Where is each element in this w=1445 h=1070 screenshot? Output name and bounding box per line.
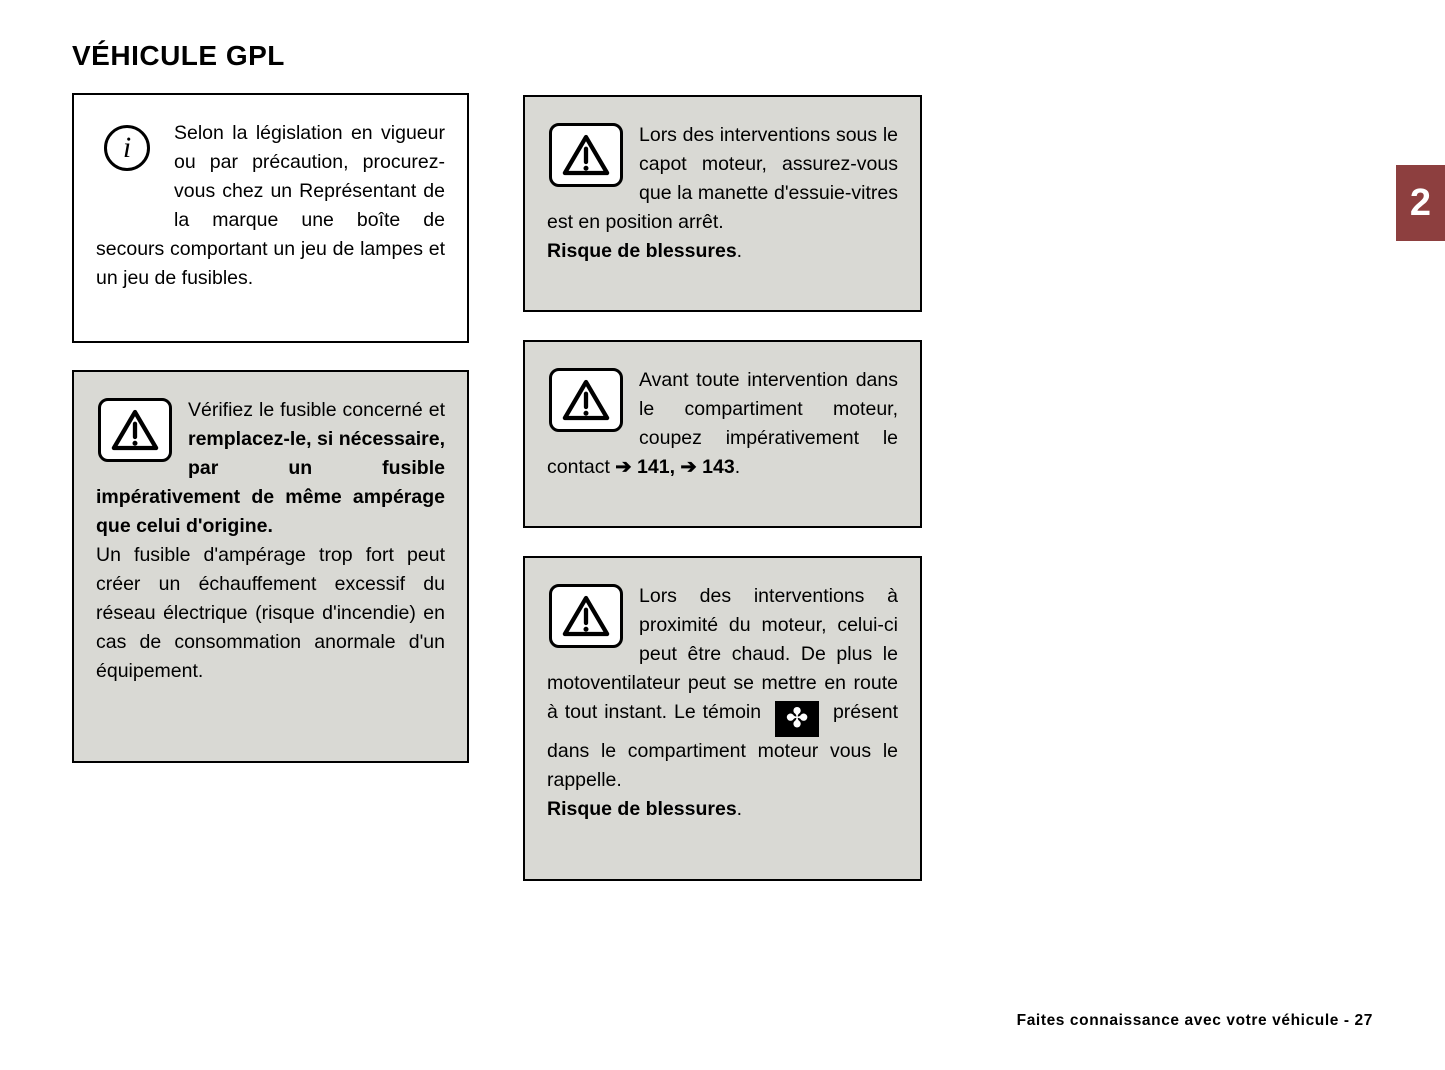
chapter-tab: 2 [1396, 165, 1445, 241]
info-icon-glyph: i [104, 125, 150, 171]
warning-box-hot-engine-text: Lors des interventions à proximité du moteur, celui-ci peut être chaud. De plus le motoventilateur peut se mettre en route à tout instant. Le témoin ✤ présent dans le compartiment moteur vous le rappelle. Risque de blessures. [547, 585, 898, 820]
warning-box-contact [523, 340, 922, 528]
warning-box-fuse-text: Vérifiez le fusible concerné et remplacez-le, si nécessaire, par un fusible impérativement de même ampérage que celui d'origine. Un fusible d'ampérage trop fort peut créer un échauffement excessif du réseau électrique (risque d'incendie) en cas de consommation anormale d'un équipement. [96, 399, 445, 682]
warning-icon [549, 584, 623, 648]
warning-icon [549, 368, 623, 432]
info-box [72, 93, 469, 343]
page-title: VÉHICULE GPL [72, 40, 285, 71]
footer-text: Faites connaissance avec votre véhicule - 27 [1016, 1012, 1373, 1029]
warning-box-hot-engine [523, 556, 922, 881]
warning-icon [549, 123, 623, 187]
warning-box-contact-text: Avant toute intervention dans le compartiment moteur, coupez impérativement le contact ➔ 141, ➔ 143. [547, 369, 898, 478]
info-box-text: Selon la législation en vigueur ou par précaution, procurez-vous chez un Représentant de la marque une boîte de secours comportant un jeu de lampes et un jeu de fusibles. [96, 122, 445, 289]
fan-icon: ✤ [775, 701, 819, 737]
info-icon [98, 121, 158, 201]
warning-box-wiper [523, 95, 922, 312]
warning-icon [98, 398, 172, 462]
warning-box-wiper-text: Lors des interventions sous le capot moteur, assurez-vous que la manette d'essuie-vitres est en position arrêt. Risque de blessures. [547, 124, 898, 262]
warning-box-fuse [72, 370, 469, 763]
